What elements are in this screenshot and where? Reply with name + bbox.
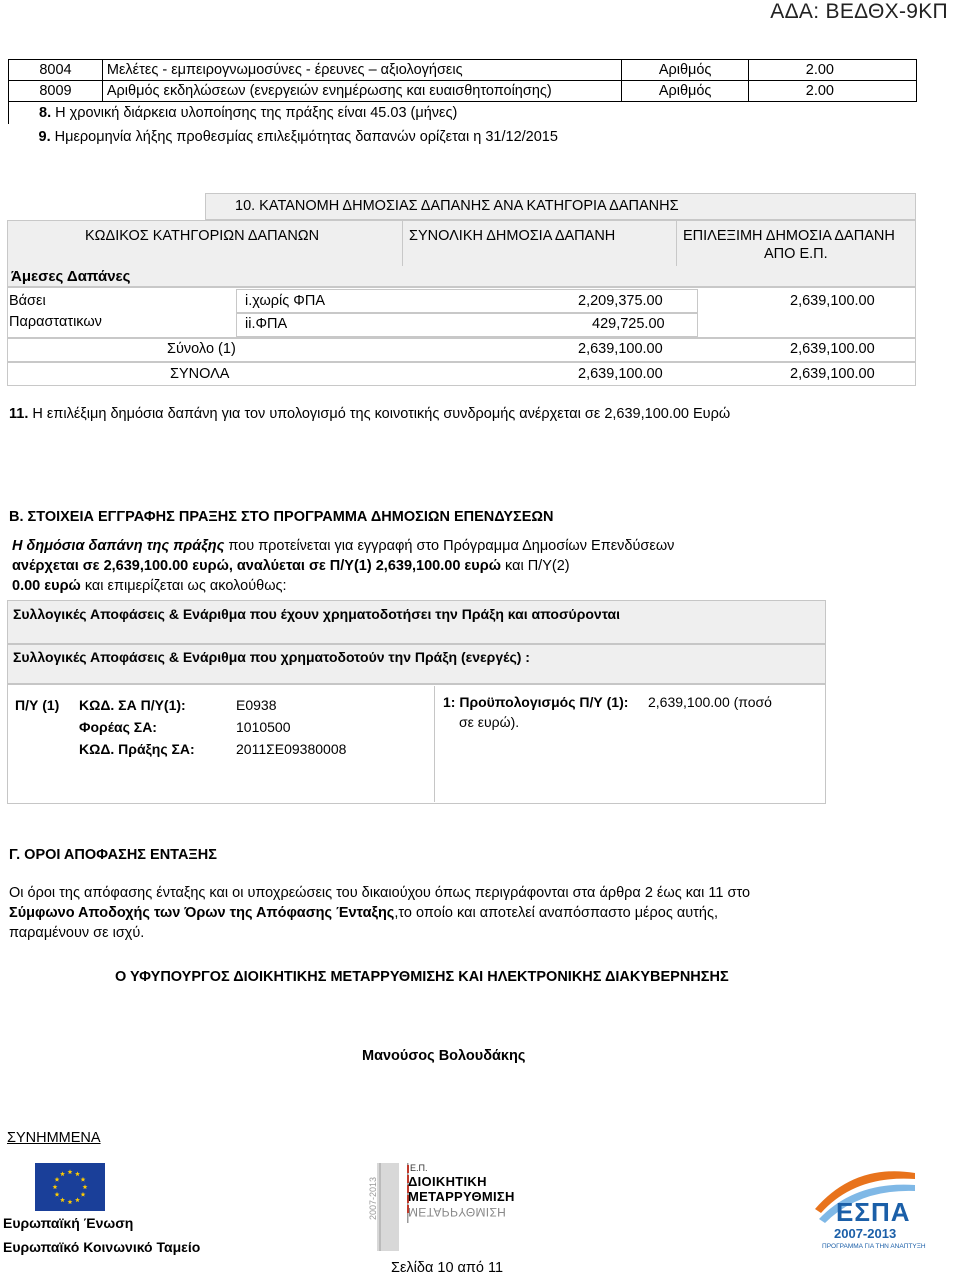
indicator-unit: Αριθμός <box>622 60 749 81</box>
indicator-name: Μελέτες - εμπειρογνωμοσύνες - έρευνες – αξιολογήσεις <box>102 60 621 81</box>
kod-praxis-value: 2011ΣΕ09380008 <box>236 741 347 757</box>
ep-line-2-reflection: ΜΕΤΑΡΡΥΘΜΙΣΗ <box>408 1205 507 1219</box>
paragraph-text: και Π/Υ(2) <box>500 558 570 574</box>
item-11-text: Η επιλέξιμη δημόσια δαπάνη για τον υπολογισμό της κοινοτικής συνδρομής ανέρχεται σε 2,639,100.00 Ευρώ <box>32 406 731 422</box>
item-8-number: 8. <box>39 105 52 121</box>
sum-label: Σύνολο (1) <box>167 341 236 357</box>
budget-value-unit: σε ευρώ). <box>459 714 520 730</box>
table-row <box>9 60 917 81</box>
section-b-paragraph-1 <box>12 538 674 554</box>
group-direct-costs: Άμεσες Δαπάνες <box>11 268 131 285</box>
eu-flag-icon <box>35 1163 105 1211</box>
sum-row-box <box>7 338 916 362</box>
section-b-paragraph-2 <box>12 558 570 574</box>
indicator-value: 2.00 <box>749 60 917 81</box>
espa-years: 2007-2013 <box>834 1226 897 1241</box>
paragraph-text: και επιμερίζεται ως ακολούθως: <box>80 578 287 594</box>
divider <box>434 686 435 802</box>
ep-line-1: ΔΙΟΙΚΗΤΙΚΗ <box>408 1174 487 1189</box>
amount-py2: 0.00 ευρώ <box>12 578 81 594</box>
attachments-link[interactable]: ΣΥΝΗΜΜΕΝΑ <box>7 1130 101 1146</box>
table-row <box>9 124 917 148</box>
ep-years: 2007-2013 <box>368 1176 378 1220</box>
section-b-paragraph-3 <box>12 578 287 594</box>
esf-label: Ευρωπαϊκό Κοινωνικό Ταμείο <box>3 1239 201 1255</box>
agreement-title: Σύμφωνο Αποδοχής των Όρων της Απόφασης Ένταξης <box>9 905 395 921</box>
row-ii-total: 429,725.00 <box>592 316 665 332</box>
totals-total: 2,639,100.00 <box>578 366 663 382</box>
column-header-eligible-ep: ΑΠΟ Ε.Π. <box>764 246 828 262</box>
signatory-name: Μανούσος Βολουδάκης <box>362 1048 526 1064</box>
divider <box>402 220 403 266</box>
section-g-line-2 <box>9 905 718 921</box>
amount-py1: , αναλύεται σε Π/Υ(1) 2,639,100.00 ευρώ <box>228 558 501 574</box>
item-9-number: 9. <box>38 129 51 145</box>
budget-label: 1: Προϋπολογισμός Π/Υ (1): <box>443 694 629 710</box>
sum-eligible: 2,639,100.00 <box>790 341 875 357</box>
totals-eligible: 2,639,100.00 <box>790 366 875 382</box>
section-g-title: Γ. ΟΡΟΙ ΑΠΟΦΑΣΗΣ ΕΝΤΑΞΗΣ <box>9 847 217 863</box>
eu-star-icon <box>75 1171 80 1176</box>
totals-row-box <box>7 362 916 386</box>
distribution-title: 10. ΚΑΤΑΝΟΜΗ ΔΗΜΟΣΙΑΣ ΔΑΠΑΝΗΣ ΑΝΑ ΚΑΤΗΓΟΡΙΑ ΔΑΠΑΝΗΣ <box>235 198 679 214</box>
amount-total: ανέρχεται σε 2,639,100.00 ευρώ <box>12 558 229 574</box>
espa-tagline: ΠΡΟΓΡΑΜΜΑ ΓΙΑ ΤΗΝ ΑΝΑΠΤΥΞΗ <box>822 1243 926 1250</box>
column-header-category: ΚΩΔΙΚΟΣ ΚΑΤΗΓΟΡΙΩΝ ΔΑΠΑΝΩΝ <box>85 228 320 244</box>
row-i-total: 2,209,375.00 <box>578 293 663 309</box>
indicator-value: 2.00 <box>749 81 917 102</box>
divider <box>676 220 677 266</box>
eu-label: Ευρωπαϊκή Ένωση <box>3 1215 134 1231</box>
ada-code: ΑΔΑ: ΒΕΔΘΧ-9ΚΠ <box>770 0 948 23</box>
row-i-eligible: 2,639,100.00 <box>790 293 875 309</box>
eu-star-icon <box>68 1169 73 1174</box>
paragraph-text: ,το οποίο και αποτελεί αναπόσπαστο μέρος αυτής, <box>394 905 718 921</box>
section-g-line-3: παραμένουν σε ισχύ. <box>9 925 145 941</box>
kod-sa-label: ΚΩΔ. ΣΑ Π/Υ(1): <box>79 697 186 713</box>
indicator-name: Αριθμός εκδηλώσεων (ενεργειών ενημέρωσης και ευαισθητοποίησης) <box>102 81 621 102</box>
section-b-title: Β. ΣΤΟΙΧΕΙΑ ΕΓΓΡΑΦΗΣ ΠΡΑΞΗΣ ΣΤΟ ΠΡΟΓΡΑΜΜΑ ΔΗΜΟΣΙΩΝ ΕΠΕΝΔΥΣΕΩΝ <box>9 509 554 525</box>
indicator-code: 8004 <box>9 60 103 81</box>
item-11 <box>9 406 730 422</box>
eu-star-icon <box>81 1192 86 1197</box>
public-expenditure-emphasis: Η δημόσια δαπάνη της πράξης <box>12 538 225 554</box>
kod-praxis-label: ΚΩΔ. Πράξης ΣΑ: <box>79 741 195 757</box>
indicator-unit: Αριθμός <box>622 81 749 102</box>
paragraph-text: που προτείνεται για εγγραφή στο Πρόγραμμα Δημοσίων Επενδύσεων <box>224 538 675 554</box>
row-ii-label: ii.ΦΠΑ <box>245 316 288 332</box>
row-i-label: i.χωρίς ΦΠΑ <box>245 293 325 309</box>
ep-small: Ε.Π. <box>410 1163 428 1173</box>
ep-line-2: ΜΕΤΑΡΡΥΘΜΙΣΗ <box>408 1189 515 1204</box>
eu-star-icon <box>60 1197 65 1202</box>
box-funded-decisions-label: Συλλογικές Αποφάσεις & Ενάριθμα που έχουν χρηματοδοτήσει την Πράξη και αποσύρονται <box>13 606 621 622</box>
eu-stars-icon <box>35 1163 105 1211</box>
eu-star-icon <box>81 1177 86 1182</box>
column-header-total: ΣΥΝΟΛΙΚΗ ΔΗΜΟΣΙΑ ΔΑΠΑΝΗ <box>409 228 616 244</box>
page-number: Σελίδα 10 από 11 <box>391 1260 504 1276</box>
item-8-text: Η χρονική διάρκεια υλοποίησης της πράξης είναι 45.03 (μήνες) <box>55 105 458 121</box>
eu-star-icon <box>68 1199 73 1204</box>
foreas-value: 1010500 <box>236 719 291 735</box>
eu-star-icon <box>55 1192 60 1197</box>
item-9-text: Ημερομηνία λήξης προθεσμίας επιλεξιμότητας δαπανών ορίζεται η 31/12/2015 <box>54 129 558 145</box>
column-header-eligible: ΕΠΙΛΕΞΙΜΗ ΔΗΜΟΣΙΑ ΔΑΠΑΝΗ <box>683 228 895 244</box>
sum-total: 2,639,100.00 <box>578 341 663 357</box>
subgroup-label: Παραστατικων <box>9 314 102 330</box>
table-row <box>9 102 917 125</box>
section-g-line-1: Οι όροι της απόφασης ένταξης και οι υποχρεώσεις του δικαιούχου όπως περιγράφονται στα άρθρα 2 έως και 11 στο <box>9 885 751 901</box>
table-row <box>9 81 917 102</box>
box-funding-decisions-label: Συλλογικές Αποφάσεις & Ενάριθμα που χρηματοδοτούν την Πράξη (ενεργές) : <box>13 649 530 665</box>
eu-star-icon <box>53 1184 58 1189</box>
eu-star-icon <box>60 1171 65 1176</box>
foreas-label: Φορέας ΣΑ: <box>79 719 157 735</box>
totals-label: ΣΥΝΟΛΑ <box>170 366 230 382</box>
eu-star-icon <box>75 1197 80 1202</box>
eu-star-icon <box>55 1177 60 1182</box>
budget-value: 2,639,100.00 (ποσό <box>648 694 772 710</box>
eu-star-icon <box>83 1184 88 1189</box>
indicator-code: 8009 <box>9 81 103 102</box>
item-11-number: 11. <box>9 406 29 422</box>
espa-name: ΕΣΠΑ <box>836 1197 911 1227</box>
signatory-role: Ο ΥΦΥΠΟΥΡΓΟΣ ΔΙΟΙΚΗΤΙΚΗΣ ΜΕΤΑΡΡΥΘΜΙΣΗΣ ΚΑΙ ΗΛΕΚΤΡΟΝΙΚΗΣ ΔΙΑΚΥΒΕΡΝΗΣΗΣ <box>115 969 729 985</box>
kod-sa-value: Ε0938 <box>236 697 277 713</box>
subgroup-label: Βάσει <box>9 293 46 309</box>
indicators-table <box>8 59 917 148</box>
py-label: Π/Υ (1) <box>15 697 60 713</box>
